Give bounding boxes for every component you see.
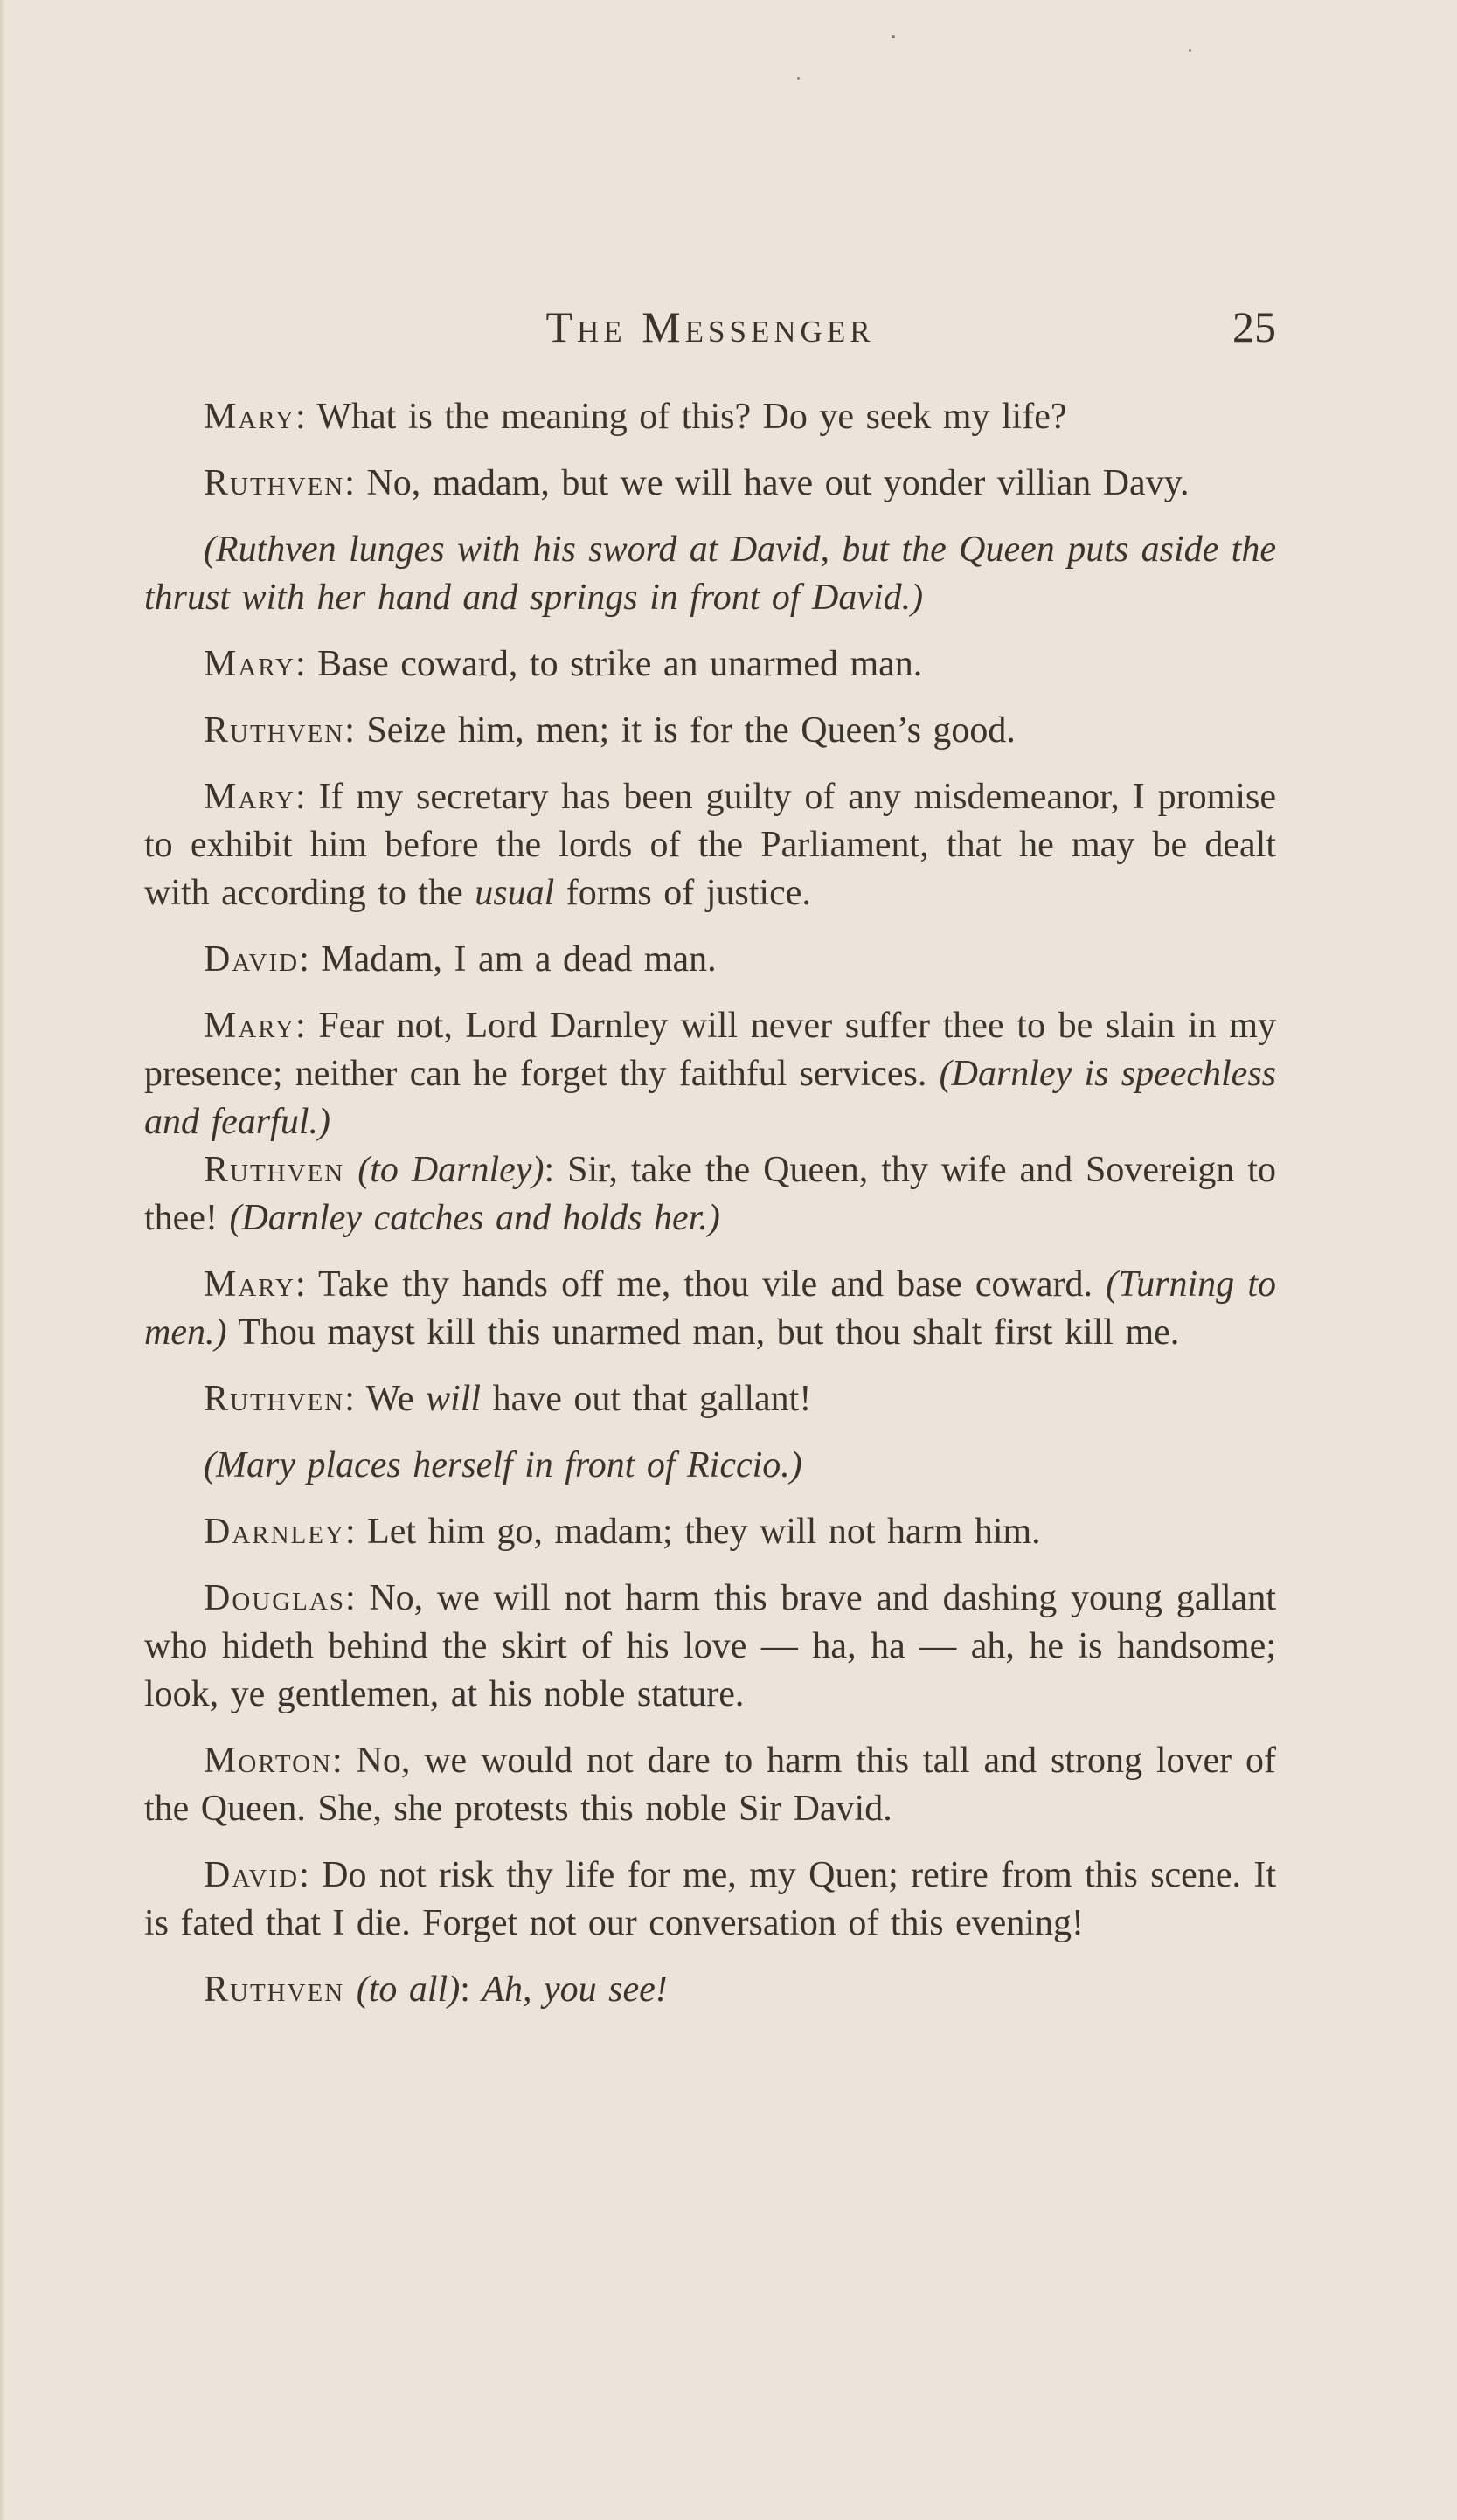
dialogue-text: : No, we would not dare to harm this tall and strong lover of the Queen. She, she protests this noble Sir David.	[144, 1741, 1276, 1829]
dialogue-text: : We	[344, 1379, 427, 1419]
speaker-name: David	[204, 939, 300, 980]
paper-speck	[797, 77, 800, 80]
speaker-name: Ruthven	[204, 463, 345, 503]
paper-speck	[1189, 49, 1191, 52]
play-text	[144, 393, 1276, 2032]
speaker-name: Mary	[204, 777, 295, 817]
dialogue-paragraph	[144, 1737, 1276, 1833]
dialogue-text: : Sir, take the Queen, thy wife and Sovereign to thee!	[144, 1150, 1276, 1238]
dialogue-paragraph	[144, 1375, 1276, 1423]
speaker-name: David	[204, 1855, 300, 1895]
dialogue-paragraph	[144, 1508, 1276, 1556]
emphasis-text: will	[426, 1379, 482, 1419]
dialogue-paragraph	[144, 1575, 1276, 1719]
dialogue-text: : Let him go, madam; they will not harm him.	[344, 1512, 1041, 1552]
speaker-name: Ruthven	[204, 710, 345, 751]
speaker-name: Ruthven	[204, 1970, 345, 2010]
page-edge	[0, 0, 5, 2520]
speaker-name: Douglas	[204, 1578, 345, 1618]
dialogue-paragraph	[144, 773, 1276, 917]
dialogue-paragraph	[144, 1002, 1276, 1146]
dialogue-text: : Seize him, men; it is for the Queen’s good.	[344, 710, 1016, 751]
stage-direction: (Turning to men.)	[144, 1264, 1276, 1353]
speaker-name: Mary	[204, 1006, 295, 1046]
dialogue-paragraph	[144, 1852, 1276, 1948]
paper-speck	[892, 35, 895, 38]
dialogue-text: : No, madam, but we will have out yonder villian Davy.	[344, 463, 1190, 503]
stage-direction: (Darnley catches and holds her.)	[229, 1198, 720, 1238]
aside-direction: (to Darnley)	[357, 1150, 545, 1190]
dialogue-paragraph	[144, 1146, 1276, 1243]
running-header	[144, 301, 1276, 354]
dialogue-text: : Madam, I am a dead man.	[299, 939, 717, 980]
speaker-name: Mary	[204, 397, 295, 437]
dialogue-text: : Base coward, to strike an unarmed man.	[295, 644, 923, 684]
dialogue-paragraph	[144, 640, 1276, 689]
dialogue-paragraph	[144, 1966, 1276, 2014]
dialogue-text: :	[460, 1970, 470, 2010]
dialogue-text: have out that gallant!	[481, 1379, 812, 1419]
page-title: The Messenger	[545, 302, 875, 351]
dialogue-paragraph	[144, 460, 1276, 508]
stage-direction: (Ruthven lunges with his sword at David, but the Queen puts aside the thrust with her hand and springs in front of David.)	[144, 530, 1276, 618]
dialogue-paragraph	[144, 707, 1276, 755]
speaker-name: Mary	[204, 1264, 295, 1305]
dialogue-paragraph	[144, 393, 1276, 441]
dialogue-paragraph	[144, 936, 1276, 984]
dialogue-text: : Take thy hands off me, thou vile and base coward.	[295, 1264, 1093, 1305]
aside-direction: (to all)	[356, 1970, 461, 2010]
dialogue-paragraph	[144, 1261, 1276, 1357]
dialogue-text: : Do not risk thy life for me, my Quen; retire from this scene. It is fated that I die. Forget not our conversation of this evening!	[144, 1855, 1276, 1943]
speaker-name: Ruthven	[204, 1150, 345, 1190]
dialogue-text: : Fear not, Lord Darnley will never suffer thee to be slain in my presence; neither can he forget thy faithful services.	[144, 1006, 1276, 1094]
emphasis-text: usual	[475, 873, 555, 913]
speaker-name: Morton	[204, 1741, 332, 1781]
speaker-name: Mary	[204, 644, 295, 684]
dialogue-text: : No, we will not harm this brave and dashing young gallant who hideth behind the skirt of his love — ha, ha — ah, he is handsome; look, ye gentlemen, at his noble stature.	[144, 1578, 1276, 1714]
emphasis-text: Ah, you see!	[482, 1970, 668, 2010]
stage-direction: (Darnley is speechless and fearful.)	[144, 1054, 1277, 1142]
speaker-name: Darnley	[204, 1512, 345, 1552]
dialogue-text: Thou mayst kill this unarmed man, but thou shalt first kill me.	[238, 1312, 1180, 1353]
dialogue-text: : If my secretary has been guilty of any misdemeanor, I promise to exhibit him before the lords of the Parliament, that he may be dealt with according to the	[144, 777, 1276, 913]
page-number: 25	[1232, 302, 1276, 351]
dialogue-text: : What is the meaning of this? Do ye seek my life?	[295, 397, 1067, 437]
speaker-name: Ruthven	[204, 1379, 345, 1419]
dialogue-text: forms of justice.	[554, 873, 811, 913]
stage-direction: (Mary places herself in front of Riccio.)	[204, 1445, 802, 1485]
